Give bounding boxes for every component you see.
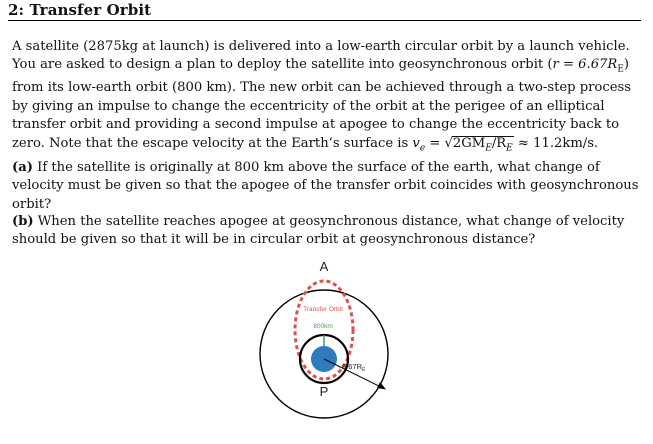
- sqrt-numerator: 2GM: [452, 135, 486, 151]
- perigee-label: P: [319, 384, 329, 399]
- question-b-text: When the satellite reaches apogee at geosynchronous distance, what change of velocity should be given so that it will be in circular orbit at geosynchronous distance?: [12, 214, 625, 248]
- section-number: 2:: [8, 1, 25, 19]
- section-heading: [8, 1, 151, 19]
- equals-sign: =: [425, 135, 445, 151]
- question-a-label: (a): [12, 160, 33, 175]
- geo-radius-subscript: E: [362, 367, 366, 373]
- sqrt-sub-2: E: [506, 143, 513, 154]
- section-title: Transfer Orbit: [29, 1, 152, 19]
- orbit-eq-subscript: E: [617, 65, 624, 76]
- escape-velocity-value: ≈ 11.2km/s.: [513, 135, 599, 151]
- intro-text-1: A satellite (2875kg at launch) is delivered into a low-earth circular orbit by a launch vehicle. You are asked to design a plan to deploy the satellite into geosynchronous orbit (: [12, 39, 630, 73]
- sqrt-sub-1: E: [485, 143, 492, 154]
- sqrt-denominator: /R: [491, 135, 507, 151]
- problem-intro: [12, 38, 640, 158]
- leo-altitude-label: 800km: [313, 323, 333, 330]
- question-b-label: (b): [12, 214, 34, 229]
- geo-radius-value: 6.67R: [342, 362, 363, 371]
- sqrt-expression: [452, 136, 514, 156]
- question-a-text: If the satellite is originally at 800 km above the surface of the earth, what change of velocity must be given so that the apogee of the transfer orbit coincides with geosynchronous orbit?: [12, 160, 639, 212]
- intro-text-2: ) from its low-earth orbit (800 km). The new orbit can be achieved through a two-step process by giving an impulse to change the eccentricity of the orbit at the perigee of an elliptical transfer orbit and providing a second impulse at apogee to change the eccentricity back to zero. Note that the escape velocity at the Earth’s surface is: [12, 57, 631, 151]
- heading-rule: [8, 20, 641, 21]
- sqrt-sign: √: [444, 135, 453, 151]
- transfer-orbit-label: Transfer Orbit: [303, 306, 343, 313]
- orbit-equation: r = 6.67R: [552, 57, 618, 73]
- question-b: [12, 213, 640, 250]
- escape-velocity-symbol: v: [412, 135, 420, 151]
- question-a: [12, 159, 640, 214]
- apogee-label: A: [319, 259, 329, 274]
- orbit-diagram: [250, 258, 400, 444]
- escape-velocity-subscript: e: [419, 143, 426, 154]
